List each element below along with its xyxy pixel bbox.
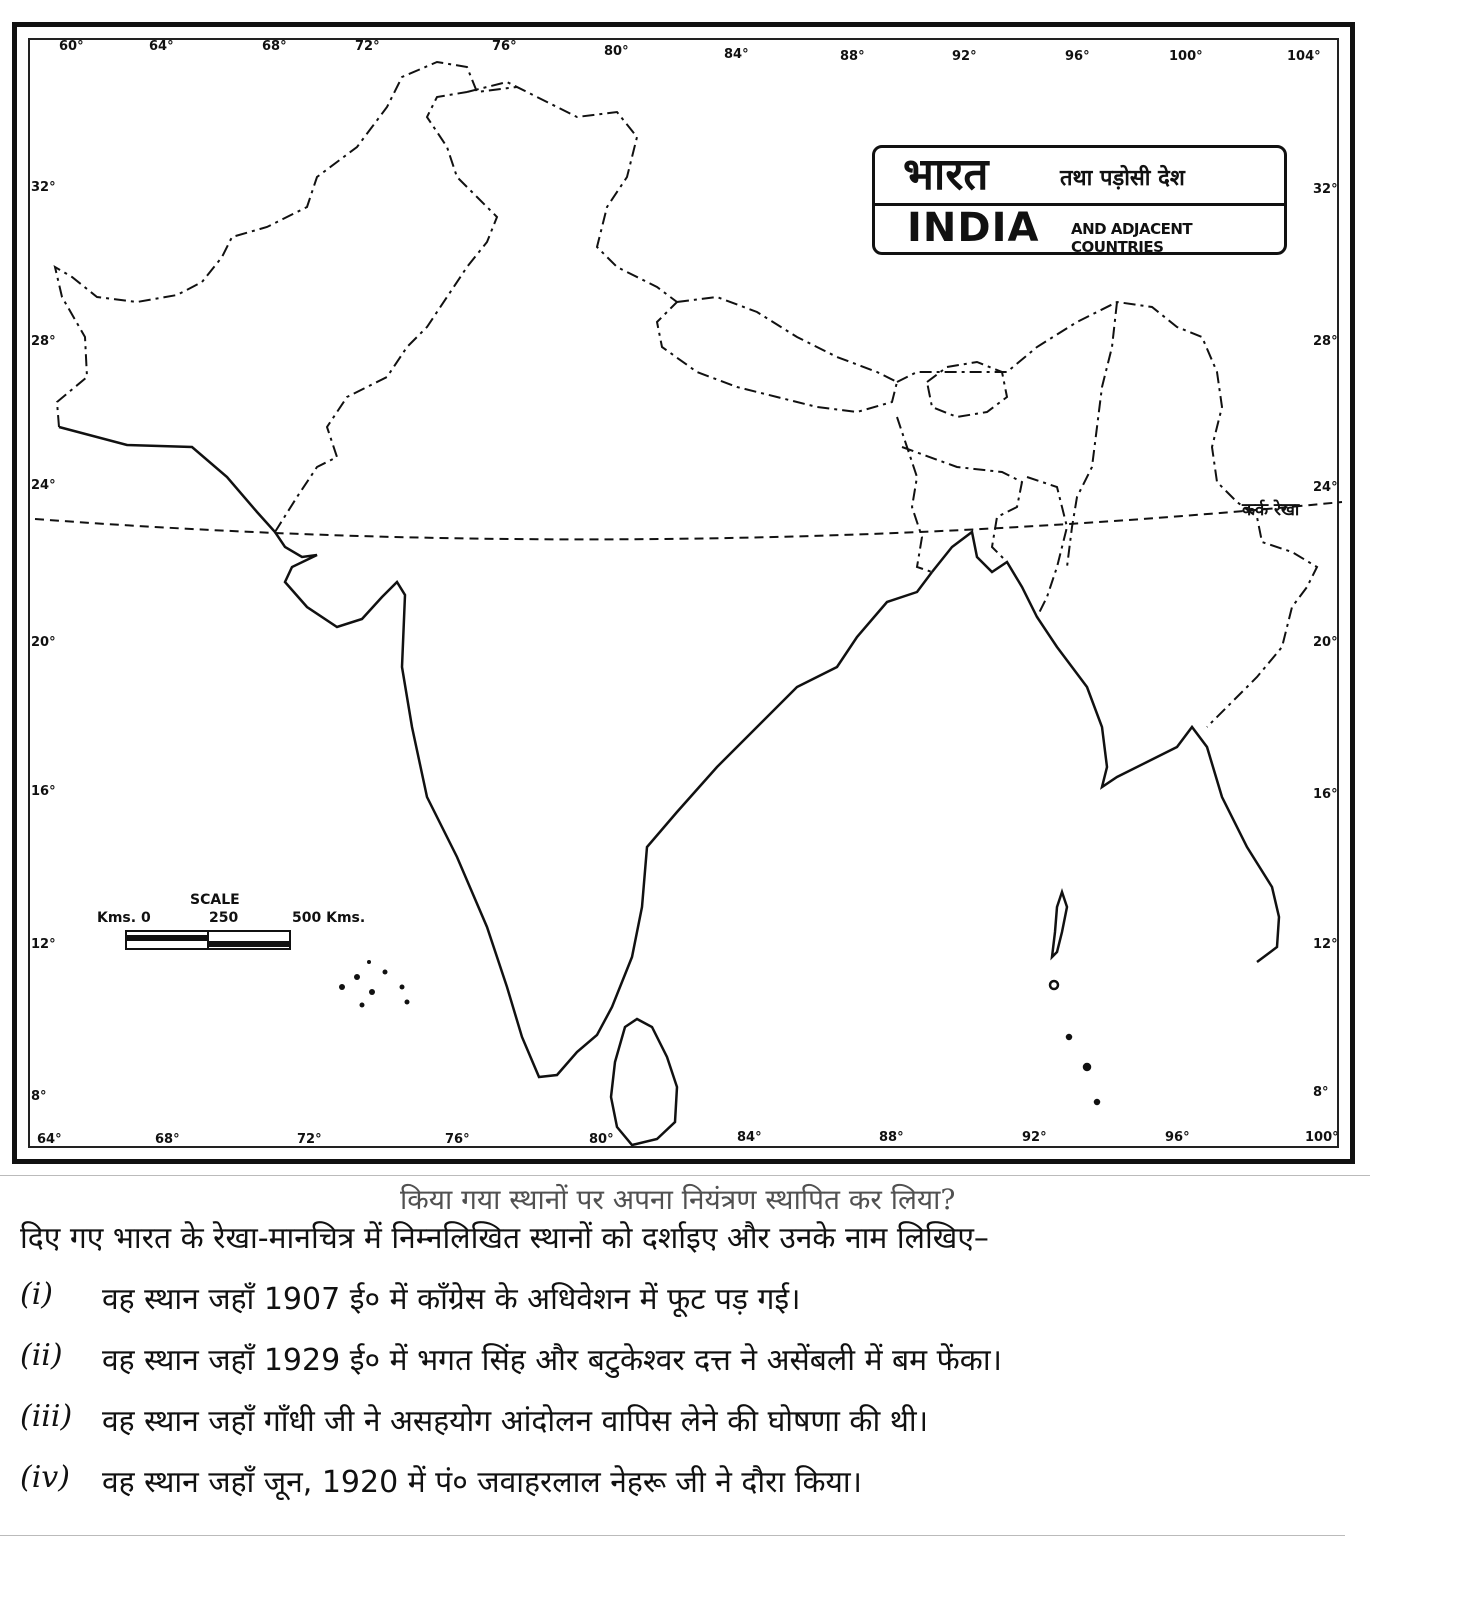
question-text: वह स्थान जहाँ 1907 ई० में काँग्रेस के अधिवेशन में फूट पड़ गई।	[102, 1282, 801, 1317]
question-text: वह स्थान जहाँ गाँधी जी ने असहयोग आंदोलन वापिस लेने की घोषणा की थी।	[102, 1404, 929, 1439]
question-number: (iv)	[20, 1460, 70, 1495]
divider-top	[0, 1175, 1370, 1176]
nepal-outline	[657, 297, 897, 412]
bhutan-outline	[927, 362, 1007, 417]
question-text: वह स्थान जहाँ 1929 ई० में भगत सिंह और बटुकेश्वर दत्त ने असेंबली में बम फेंका।	[102, 1343, 1002, 1378]
lon-bottom-84: 84°	[737, 1130, 762, 1145]
lon-top-72: 72°	[355, 39, 380, 54]
tropic-of-cancer-label: कर्क रेखा	[1242, 500, 1300, 520]
lat-left-8: 8°	[31, 1089, 47, 1104]
lat-left-24: 24°	[31, 478, 56, 493]
lat-right-20: 20°	[1313, 635, 1338, 650]
question-intro: दिए गए भारत के रेखा-मानचित्र में निम्नलिखित स्थानों को दर्शाइए और उनके नाम लिखिए–	[20, 1221, 989, 1256]
lon-bottom-68: 68°	[155, 1132, 180, 1147]
andaman-nicobar-islands	[1050, 892, 1099, 1104]
question-number: (ii)	[20, 1338, 63, 1373]
lat-right-28: 28°	[1313, 334, 1338, 349]
map-frame	[12, 22, 1355, 1164]
bangladesh-outline	[897, 417, 1067, 617]
cut-off-line: किया गया स्थानों पर अपना नियंत्रण स्थापित कर लिया?	[400, 1183, 956, 1210]
lon-top-100: 100°	[1169, 49, 1203, 64]
divider-bottom	[0, 1535, 1345, 1536]
lon-bottom-88: 88°	[879, 1130, 904, 1145]
lon-top-88: 88°	[840, 49, 865, 64]
lat-left-28: 28°	[31, 334, 56, 349]
scale-bar	[97, 892, 397, 992]
india-pakistan-border	[275, 92, 497, 532]
question-number: (iii)	[20, 1399, 73, 1434]
question-item	[20, 1460, 1440, 1501]
lat-right-24: 24°	[1313, 480, 1338, 495]
lon-top-92: 92°	[952, 49, 977, 64]
lon-bottom-80: 80°	[589, 1132, 614, 1147]
sri-lanka-outline	[611, 1019, 677, 1145]
question-text: वह स्थान जहाँ जून, 1920 में पं० जवाहरलाल नेहरू जी ने दौरा किया।	[102, 1465, 863, 1500]
lon-bottom-76: 76°	[445, 1132, 470, 1147]
lat-left-20: 20°	[31, 635, 56, 650]
map-title-hindi: भारत	[903, 149, 989, 200]
lon-bottom-72: 72°	[297, 1132, 322, 1147]
lon-top-64: 64°	[149, 39, 174, 54]
lon-bottom-92: 92°	[1022, 1130, 1047, 1145]
question-item	[20, 1277, 1440, 1318]
map-title-box	[872, 145, 1287, 255]
lat-right-32: 32°	[1313, 182, 1338, 197]
lat-left-16: 16°	[31, 784, 56, 799]
lat-left-12: 12°	[31, 937, 56, 952]
lon-top-60: 60°	[59, 39, 84, 54]
map-title-english: INDIA	[907, 205, 1040, 251]
question-block	[20, 1180, 1440, 1501]
map-subtitle-hindi: तथा पड़ोसी देश	[1060, 166, 1185, 191]
india-myanmar-border	[1067, 302, 1117, 567]
scale-bar-graphic	[125, 930, 295, 956]
scale-title: SCALE	[190, 892, 240, 908]
lat-right-12: 12°	[1313, 937, 1338, 952]
lon-top-68: 68°	[262, 39, 287, 54]
lon-top-104: 104°	[1287, 49, 1321, 64]
lon-top-76: 76°	[492, 39, 517, 54]
map-subtitle-english: AND ADJACENT COUNTRIES	[1071, 220, 1193, 256]
lon-top-96: 96°	[1065, 49, 1090, 64]
scale-mid-label: 250	[209, 910, 239, 926]
question-item	[20, 1399, 1440, 1440]
lat-left-32: 32°	[31, 180, 56, 195]
western-border	[55, 62, 517, 427]
lat-right-16: 16°	[1313, 787, 1338, 802]
myanmar-coastline	[932, 532, 1279, 962]
question-number: (i)	[20, 1277, 54, 1312]
lon-bottom-100: 100°	[1305, 1130, 1339, 1145]
northern-border	[467, 82, 677, 302]
scale-left-label: Kms. 0	[97, 910, 151, 926]
scale-right-label: 500 Kms.	[292, 910, 366, 926]
lat-right-8: 8°	[1313, 1085, 1329, 1100]
tropic-of-cancer-line	[35, 502, 1342, 539]
lon-bottom-96: 96°	[1165, 1130, 1190, 1145]
lon-top-84: 84°	[724, 47, 749, 62]
lon-top-80: 80°	[604, 44, 629, 59]
lon-bottom-64: 64°	[37, 1132, 62, 1147]
question-item	[20, 1338, 1440, 1379]
